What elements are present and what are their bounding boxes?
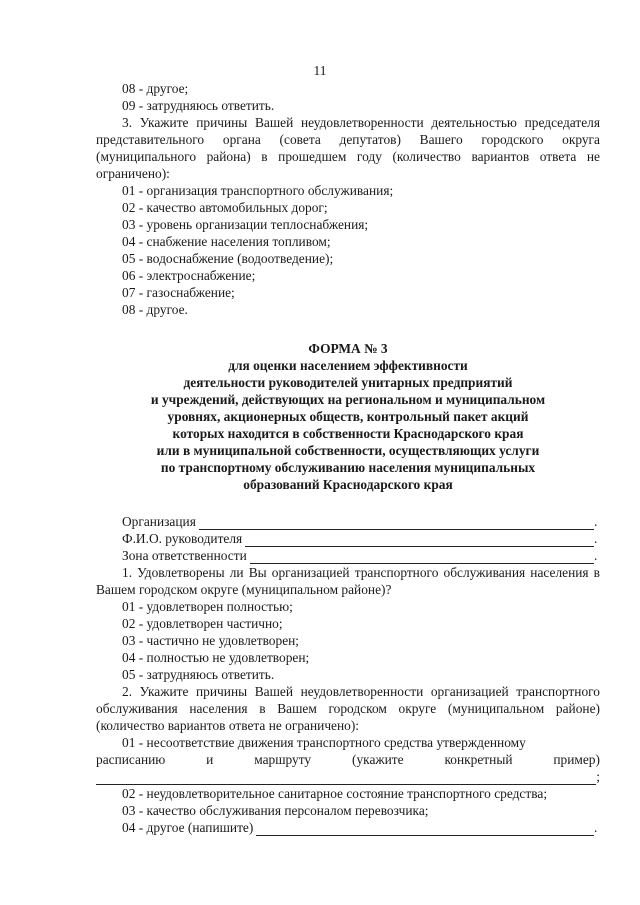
list-item: 04 - снабжение населения топливом; [122,234,331,249]
question-3-text: 3. Укажите причины Вашей неудовлетворенности деятельностью председателя представительного органа (совета депутатов) Вашего городского округа (муниципального района) в прошедшем году (количество вариантов ответа не ограничено): [96,115,600,181]
form-title-line: образований Краснодарского края [243,477,453,492]
form-title-line: деятельности руководителей унитарных предприятий [183,375,513,390]
organization-input-line[interactable] [199,516,594,530]
responsibility-zone-input-line[interactable] [250,550,594,564]
form-title-line: ФОРМА № 3 [308,341,388,356]
other-answer-field[interactable]: 04 - другое (напишите) . [122,820,598,835]
list-item: 02 - неудовлетворительное санитарное состояние транспортного средства; [122,786,548,801]
list-item: 03 - частично не удовлетворен; [122,633,300,648]
form-title [96,340,600,493]
list-item: 06 - электроснабжение; [122,268,256,283]
spacer [96,493,600,513]
list-item: 09 - затрудняюсь ответить. [122,98,275,113]
question-1-text: 1. Удовлетворены ли Вы организацией транспортного обслуживания населения в Вашем городском округе (муниципальном районе)? [96,565,600,597]
form-title-line: по транспортному обслуживанию населения муниципальных [160,460,536,475]
manager-name-field[interactable]: Ф.И.О. руководителя . [122,531,598,546]
form-title-line: и учреждений, действующих на региональном и муниципальном [150,392,546,407]
list-item: 05 - затрудняюсь ответить. [122,667,275,682]
spacer [96,318,600,340]
list-item-continuation [96,751,600,768]
word: и [206,752,214,767]
list-item: 04 - полностью не удовлетворен; [122,650,310,665]
form-title-line: для оценки населением эффективности [228,358,468,373]
list-item: 05 - водоснабжение (водоотведение); [122,251,334,266]
form-title-line: или в муниципальной собственности, осуществляющих услуги [156,443,540,458]
question-2-text: 2. Укажите причины Вашей неудовлетворенности организацией транспортного обслуживания населения в Вашем городском округе (муниципальном районе) (количество вариантов ответа не ограничено): [96,684,600,733]
word: маршруту [254,752,312,767]
other-answer-label: 04 - другое (напишите) [122,820,254,835]
word: пример) [553,752,600,767]
word: (укажите [351,752,404,767]
list-item: 03 - уровень организации теплоснабжения; [122,217,369,232]
organization-label: Организация [122,514,196,529]
word: конкретный [444,752,513,767]
list-item: 08 - другое; [122,81,189,96]
responsibility-zone-label: Зона ответственности [122,548,247,563]
page-number: 11 [313,63,327,78]
other-answer-line[interactable] [256,822,594,836]
list-item: 02 - качество автомобильных дорог; [122,200,328,215]
list-item: 01 - удовлетворен полностью; [122,599,293,614]
list-item: 02 - удовлетворен частично; [122,616,283,631]
page-content [96,80,600,836]
word: расписанию [96,752,166,767]
responsibility-zone-field[interactable]: Зона ответственности . [122,548,598,563]
list-item: 07 - газоснабжение; [122,285,235,300]
example-answer-field[interactable]: ; [96,768,600,785]
list-item: 03 - качество обслуживания персоналом перевозчика; [122,803,429,818]
organization-field[interactable]: Организация . [122,514,598,529]
list-item: 01 - несоответствие движения транспортного средства утвержденному [122,735,526,750]
list-item: 08 - другое. [122,302,188,317]
example-answer-line[interactable] [96,771,596,785]
manager-name-label: Ф.И.О. руководителя [122,531,243,546]
form-title-line: уровнях, акционерных обществ, контрольный пакет акций [167,409,529,424]
form-title-line: которых находится в собственности Краснодарского края [172,426,524,441]
list-item: 01 - организация транспортного обслуживания; [122,183,394,198]
manager-name-input-line[interactable] [245,533,594,547]
